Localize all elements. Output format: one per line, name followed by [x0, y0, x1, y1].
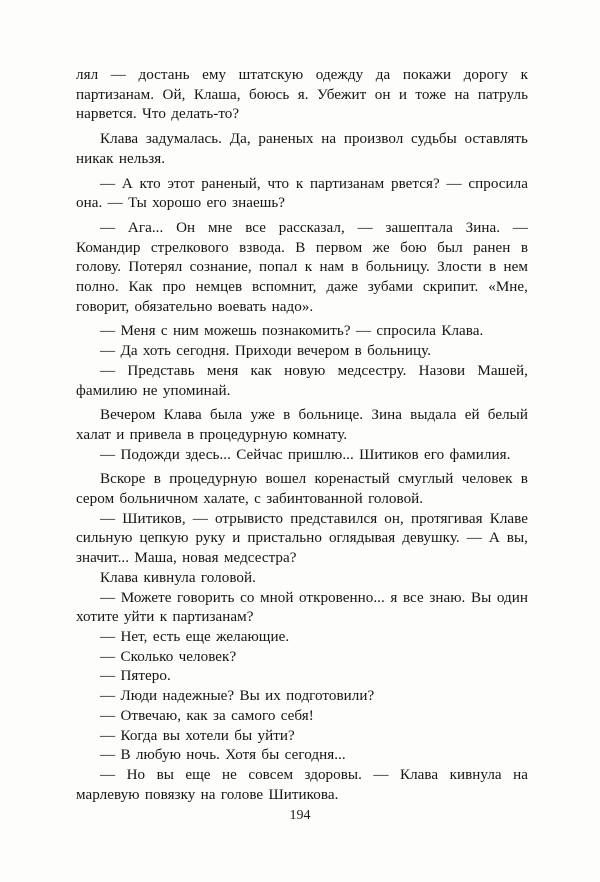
- page-number: 194: [289, 808, 311, 823]
- paragraph: — Представь меня как новую медсестру. Назови Машей, фамилию не упоминай.: [76, 362, 528, 399]
- paragraph: — Но вы еще не совсем здоровы. — Клава кивнула на марлевую повязку на голове Шитикова.: [76, 766, 528, 803]
- paragraph: — Люди надежные? Вы их подготовили?: [100, 688, 375, 705]
- paragraph: — Подожди здесь... Сейчас пришлю... Шитиков его фамилия.: [100, 446, 511, 463]
- paragraph: — Сколько человек?: [100, 648, 237, 665]
- paragraph: — Можете говорить со мной откровенно... я все знаю. Вы один хотите уйти к партизанам?: [76, 589, 528, 626]
- paragraph: — Меня с ним можешь познакомить? — спросила Клава.: [100, 323, 484, 340]
- paragraph: Клава кивнула головой.: [100, 569, 256, 586]
- paragraph: — А кто этот раненый, что к партизанам рвется? — спросила она. — Ты хорошо его знаешь?: [76, 175, 528, 212]
- paragraph: — Ага... Он мне все рассказал, — зашептала Зина. — Командир стрелкового взвода. В первом же бою был ранен в голову. Потерял сознание, попал к нам в больницу. Злости в нем полно. Как про немцев вспомнит, даже зубами скрипит. «Мне, говорит, обязательно воевать надо».: [76, 219, 528, 315]
- paragraph: — В любую ночь. Хотя бы сегодня...: [100, 747, 346, 764]
- body-text: [76, 66, 528, 805]
- paragraph: — Когда вы хотели бы уйти?: [100, 727, 295, 744]
- paragraph: — Пятеро.: [100, 668, 171, 685]
- paragraph: — Да хоть сегодня. Приходи вечером в больницу.: [100, 343, 432, 360]
- paragraph: — Нет, есть еще желающие.: [100, 628, 290, 645]
- paragraph: Вечером Клава была уже в больнице. Зина выдала ей белый халат и привела в процедурную комнату.: [76, 407, 528, 443]
- paragraph: — Шитиков, — отрывисто представился он, протягивая Клаве сильную цепкую руку и пристально оглядывая девушку. — А вы, значит... Маша, новая медсестра?: [76, 510, 528, 567]
- paragraph: Вскоре в процедурную вошел коренастый смуглый человек в сером больничном халате, с забинтованной головой.: [76, 471, 528, 508]
- paragraph: — Отвечаю, как за самого себя!: [100, 707, 314, 724]
- paragraph: Клава задумалась. Да, раненых на произвол судьбы оставлять никак нельзя.: [76, 131, 528, 167]
- paragraph: лял — достань ему штатскую одежду да покажи дорогу к партизанам. Ой, Клаша, боюсь я. Убежит он и тоже на патруль нарвется. Что делать-то?: [76, 67, 528, 123]
